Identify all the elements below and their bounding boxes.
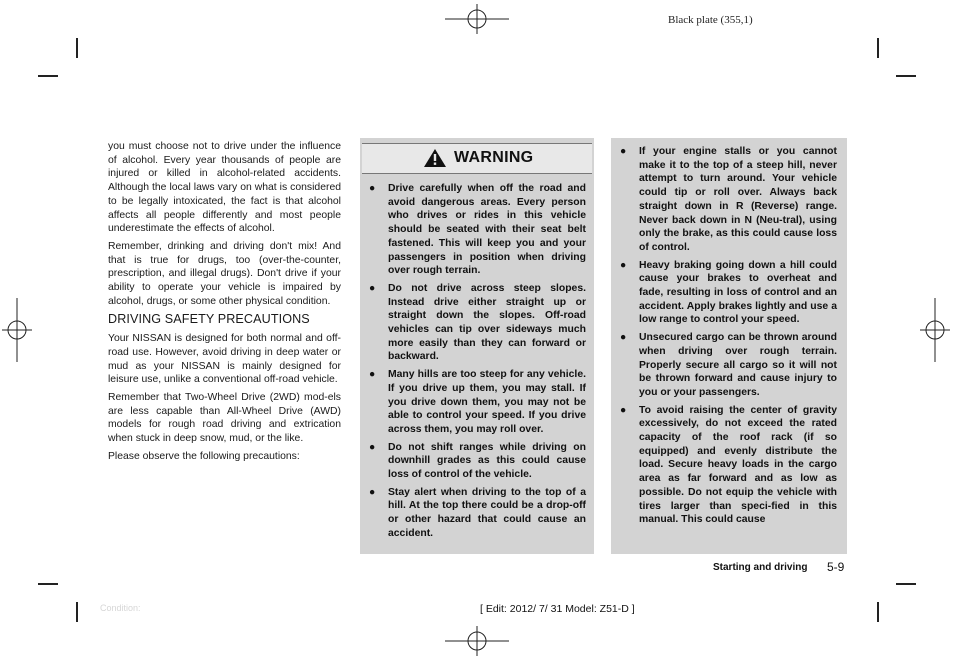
warning-list [360, 182, 586, 545]
list-item-text: Stay alert when driving to the top of a hill. At the top there could be a drop-off or other hazard that could cause an accident. [388, 486, 586, 539]
list-item-text: If your engine stalls or you cannot make it to the top of a steep hill, never attempt to turn around. Your vehicle could tip or roll over. Always back straight down in R (Reverse) range. Never back down in N (Neu-tral), using only the brake, as this could cause loss of control. [639, 146, 837, 253]
list-item [360, 282, 586, 364]
registration-mark-left [2, 298, 32, 362]
paragraph: Remember that Two-Wheel Drive (2WD) mod-els are less capable than All-Wheel Drive (AWD) models for rough road driving and extrication when stuck in deep snow, mud, or the like. [108, 391, 341, 445]
list-item [611, 331, 837, 400]
list-item [360, 486, 586, 541]
warning-box [360, 138, 594, 554]
plate-label: Black plate (355,1) [668, 14, 753, 26]
warning-list-continued [611, 145, 837, 531]
bullet-icon: ● [369, 369, 376, 381]
warning-continued-box [611, 138, 847, 554]
registration-mark-top [445, 4, 509, 34]
registration-mark-bottom [445, 626, 509, 656]
list-item-text: Many hills are too steep for any vehicle. If you drive up them, you may stall. If you drive down them, you may not be able to control your speed. If you drive across them, you may roll over. [388, 369, 586, 435]
list-item-text: Drive carefully when off the road and avoid dangerous areas. Every person who drives or rides in this vehicle should be seated with their seat belt fastened. This will keep you and your passengers in position when driving over rough terrain. [388, 183, 586, 277]
list-item-text: Unsecured cargo can be thrown around when driving over rough terrain. Properly secure all cargo so it will not be thrown forward and cause injury to you or your passengers. [639, 332, 837, 398]
paragraph: Remember, drinking and driving don't mix! And that is true for drugs, too (over-the-counter, prescription, and illegal drugs). Don't drive if your ability to operate your vehicle is impaired by alcohol, drugs, or some other physical condition. [108, 240, 341, 307]
bullet-icon: ● [369, 441, 376, 453]
paragraph: Please observe the following precautions: [108, 450, 300, 462]
registration-mark-right [920, 298, 950, 362]
list-item-text: To avoid raising the center of gravity excessively, do not exceed the rated capacity of the roof rack (if so equipped) and evenly distribute the load. Secure heavy loads in the cargo area as far forward and as low as possible. Do not equip the vehicle with tires larger than speci-fied in this manual. This could cause [639, 404, 837, 526]
page-number: 5-9 [827, 560, 845, 574]
bullet-icon: ● [620, 332, 627, 344]
warning-header [362, 143, 592, 174]
warning-triangle-icon [423, 148, 447, 168]
left-column [108, 140, 341, 467]
edit-info: [ Edit: 2012/ 7/ 31 Model: Z51-D ] [480, 603, 635, 615]
list-item-text: Do not shift ranges while driving on downhill grades as this could cause loss of control of the vehicle. [388, 441, 586, 481]
bullet-icon: ● [620, 146, 627, 157]
list-item [611, 404, 837, 527]
list-item [360, 368, 586, 437]
list-item-text: Heavy braking going down a hill could cause your brakes to overheat and fade, resulting in loss of control and an accident. Apply brakes lightly and use a low range to control your speed. [639, 259, 837, 326]
section-label: Starting and driving [713, 562, 808, 573]
paragraph: Your NISSAN is designed for both normal and off-road use. However, avoid driving in deep water or mud as your NISSAN is mainly designed for leisure use, unlike a conventional off-road vehicle. [108, 333, 341, 386]
section-heading: DRIVING SAFETY PRECAUTIONS [108, 312, 310, 327]
list-item [611, 145, 837, 255]
bullet-icon: ● [369, 486, 376, 498]
paragraph: you must choose not to drive under the influence of alcohol. Every year thousands of people are injured or killed in alcohol-related accidents. Although the local laws vary on what is considered to be legally intoxicated, the fact is that alcohol affects all people differently and most people underestimate the effects of alcohol. [108, 141, 341, 235]
condition-label: Condition: [100, 603, 141, 613]
bullet-icon: ● [620, 259, 627, 271]
bullet-icon: ● [369, 282, 376, 294]
bullet-icon: ● [620, 404, 627, 416]
list-item [360, 182, 586, 278]
list-item [360, 441, 586, 482]
list-item-text: Do not drive across steep slopes. Instead drive either straight up or straight down the slopes. Off-road vehicles can tip over sideways much more easily than they can forward or backward. [388, 282, 586, 363]
warning-title: WARNING [454, 149, 534, 166]
bullet-icon: ● [369, 183, 376, 194]
list-item [611, 259, 837, 328]
